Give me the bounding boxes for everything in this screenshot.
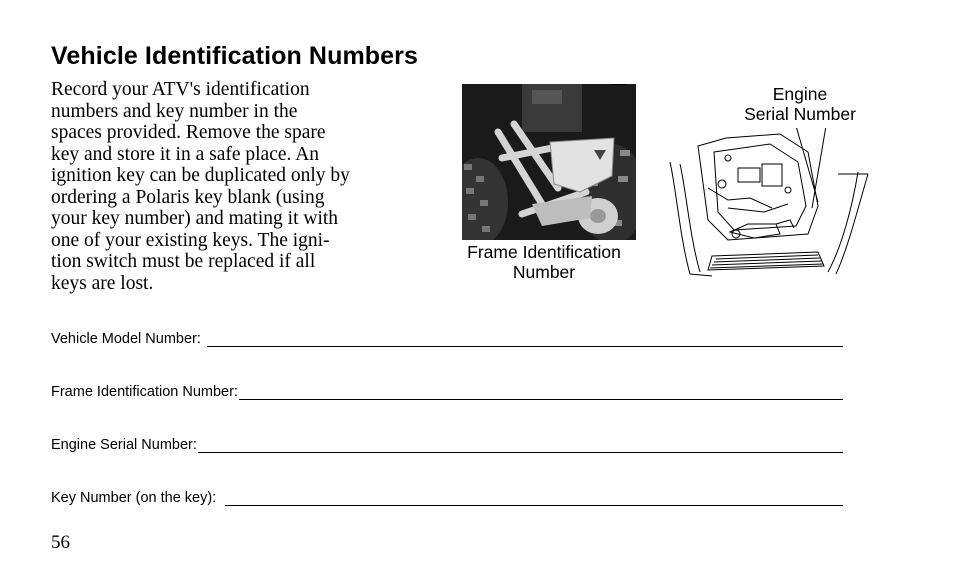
- frame-id-caption: [444, 242, 644, 282]
- intro-line: keys are lost.: [51, 272, 154, 294]
- photo-marker: [612, 84, 626, 85]
- vehicle-model-field[interactable]: [51, 331, 843, 347]
- intro-line: numbers and key number in the: [51, 100, 298, 122]
- intro-line: one of your existing keys. The igni-: [51, 229, 330, 251]
- intro-line: ignition key can be duplicated only by: [51, 165, 350, 186]
- engine-serial-caption: [720, 84, 880, 124]
- write-in-line[interactable]: [225, 493, 843, 506]
- intro-line: spaces provided. Remove the spare: [51, 122, 326, 143]
- field-label: Vehicle Model Number:: [51, 331, 201, 347]
- frame-id-field[interactable]: [51, 384, 843, 400]
- intro-line: ordering a Polaris key blank (using: [51, 186, 325, 208]
- caption-line: Serial Number: [744, 104, 856, 124]
- engine-serial-field[interactable]: [51, 437, 843, 453]
- caption-line: Number: [512, 262, 576, 282]
- intro-paragraph: [51, 79, 401, 294]
- page-number: 56: [51, 532, 70, 553]
- page-title: Vehicle Identification Numbers: [51, 42, 418, 70]
- caption-line: Frame Identification: [467, 242, 621, 262]
- write-in-line[interactable]: [207, 334, 843, 347]
- field-label: Engine Serial Number:: [51, 437, 197, 453]
- write-in-line[interactable]: [239, 387, 843, 400]
- intro-line: Record your ATV's identification: [51, 79, 310, 100]
- atv-frame-photo: [462, 84, 636, 240]
- field-label: Key Number (on the key):: [51, 490, 217, 506]
- intro-line: your key number) and mating it with: [51, 208, 339, 229]
- key-number-field[interactable]: [51, 490, 843, 506]
- engine-diagram: [668, 128, 870, 278]
- field-label: Frame Identification Number:: [51, 384, 238, 400]
- write-in-line[interactable]: [198, 440, 843, 453]
- caption-line: Engine: [772, 84, 828, 104]
- intro-line: key and store it in a safe place. An: [51, 143, 320, 165]
- intro-line: tion switch must be replaced if all: [51, 251, 316, 272]
